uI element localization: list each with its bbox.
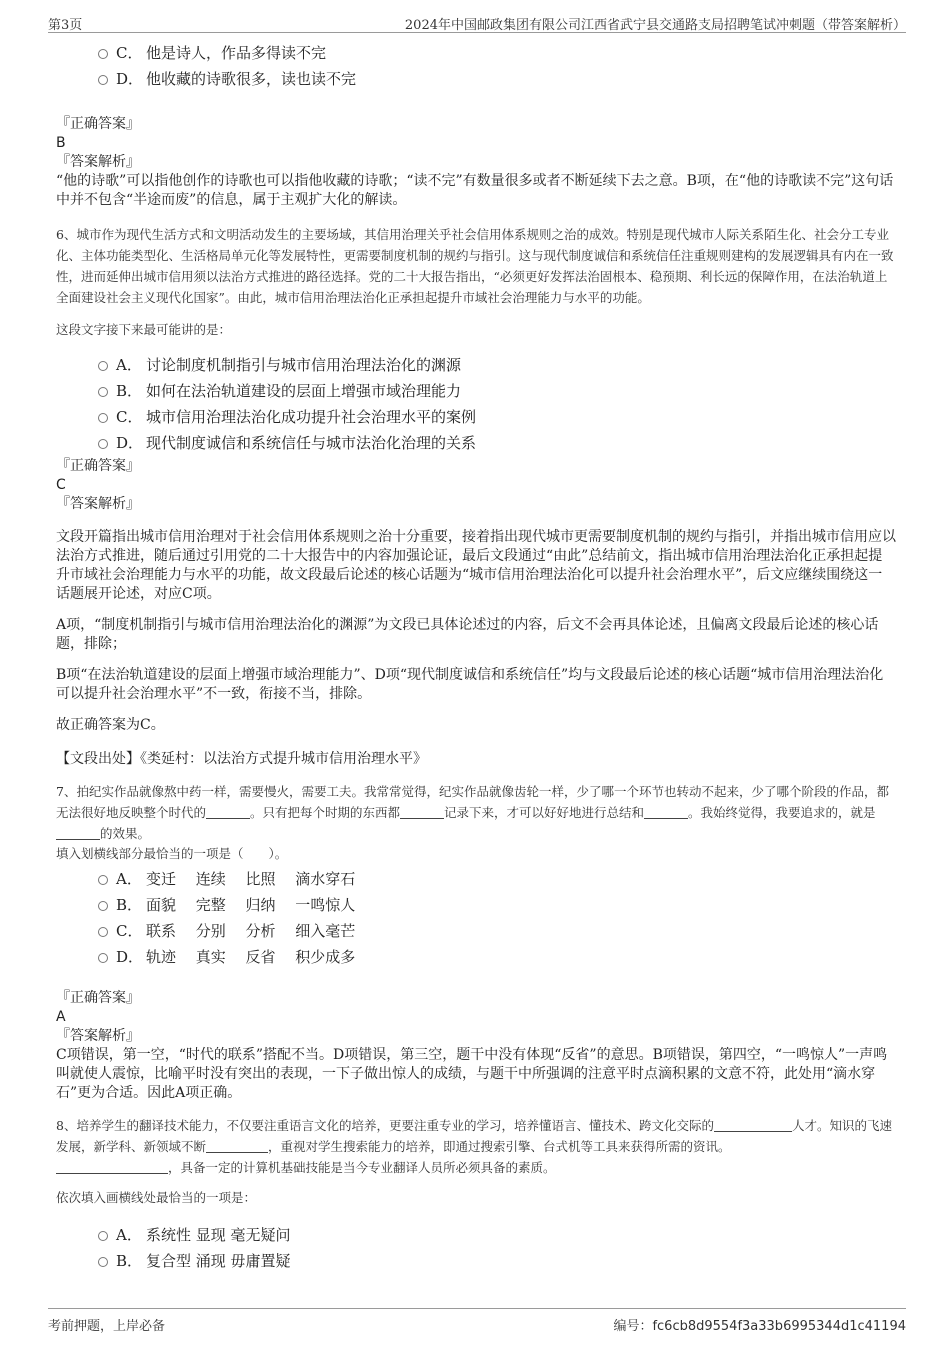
- explanation-paragraph: B项“在法治轨道建设的层面上增强市域治理能力”、D项“现代制度诚信和系统信任”均与文段最后论述的核心话题“城市信用治理法治化可以提升社会治理水平”不一致，衔接不当，排除。: [56, 667, 884, 702]
- explain-label: 『答案解析』: [56, 496, 140, 512]
- blank-line: [400, 804, 444, 819]
- document-body: [56, 40, 896, 1274]
- source-citation: 【文段出处】《类延村：以法治方式提升城市信用治理水平》: [56, 751, 427, 767]
- radio-icon[interactable]: [98, 901, 108, 911]
- option-b[interactable]: B． 复合型 涌现 毋庸置疑: [56, 1248, 896, 1274]
- q6-options: [56, 352, 896, 456]
- blank-line: [206, 804, 250, 819]
- blank-line: [714, 1117, 792, 1132]
- explanation-paragraph: 故正确答案为C。: [56, 717, 165, 733]
- document-code: 编号：fc6cb8d9554f3a33b6995344d1c41194: [613, 1319, 906, 1334]
- radio-icon[interactable]: [98, 49, 108, 59]
- radio-icon[interactable]: [98, 439, 108, 449]
- option-a[interactable]: A． 系统性 显现 毫无疑问: [56, 1222, 896, 1248]
- option-d[interactable]: D． 他收藏的诗歌很多，读也读不完: [56, 66, 896, 92]
- blank-line: [206, 1138, 268, 1153]
- explanation-paragraph: 文段开篇指出城市信用治理对于社会信用体系规则之治十分重要，接着指出现代城市更需要制度机制的规约与指引，并指出城市信用应以法治方式推进，随后通过引用党的二十大报告中的内容加强论证，最后文段通过“由此”总结前文，指出城市信用治理法治化正承担起提升市域社会治理能力与水平的功能，故文段最后论述的核心话题为“城市信用治理法治化可以提升社会治理水平”，后文应继续围绕这一话题展开论述，对应C项。: [56, 529, 896, 602]
- option-a[interactable]: A． 讨论制度机制指引与城市信用治理法治化的渊源: [56, 352, 896, 378]
- radio-icon[interactable]: [98, 875, 108, 885]
- answer-value: A: [56, 1009, 66, 1025]
- footer-slogan: 考前押题，上岸必备: [48, 1319, 166, 1334]
- blank-line: [56, 1159, 168, 1174]
- question-7-prompt: 填入划横线部分最恰当的一项是（ ）。: [56, 846, 288, 861]
- radio-icon[interactable]: [98, 1231, 108, 1241]
- explanation-text: “他的诗歌”可以指他创作的诗歌也可以指他收藏的诗歌；“读不完”有数量很多或者不断延续下去之意。B项，在“他的诗歌读不完”这句话中并不包含“半途而废”的信息，属于主观扩大化的解读。: [56, 173, 894, 208]
- q5-options: [56, 40, 896, 92]
- question-6-prompt: 这段文字接下来最可能讲的是：: [56, 322, 232, 337]
- document-title: 2024年中国邮政集团有限公司江西省武宁县交通路支局招聘笔试冲刺题（带答案解析）: [404, 18, 906, 33]
- blank-line: [644, 804, 688, 819]
- page-number: 第3页: [48, 18, 83, 33]
- answer-label: 『正确答案』: [56, 458, 140, 474]
- option-b[interactable]: B． 面貌 完整 归纳 一鸣惊人: [56, 892, 896, 918]
- radio-icon[interactable]: [98, 413, 108, 423]
- option-d[interactable]: D． 现代制度诚信和系统信任与城市法治化治理的关系: [56, 430, 896, 456]
- q7-options: [56, 866, 896, 970]
- question-8-stem: 8、培养学生的翻译技术能力，不仅要注重语言文化的培养，更要注重专业的学习，培养懂语言、懂技术、跨文化交际的 人才。知识的飞速发展，新学科、新领域不断 ，重视对学生搜索能力的培养，即通过搜索引擎、台式机等工具来获得所需的资讯。 ，具备一定的计算机基础技能是当今专业翻译人员所必须具备的素质。: [56, 1118, 892, 1175]
- answer-value: C: [56, 477, 66, 493]
- radio-icon[interactable]: [98, 953, 108, 963]
- answer-label: 『正确答案』: [56, 116, 140, 132]
- answer-value: B: [56, 135, 66, 151]
- option-c[interactable]: C． 联系 分别 分析 细入毫芒: [56, 918, 896, 944]
- explanation-text: C项错误，第一空，“时代的联系”搭配不当。D项错误，第三空，题干中没有体现“反省”的意思。B项错误，第四空，“一鸣惊人”一声鸣叫就使人震惊，比喻平时没有突出的表现，一下子做出惊人的成绩，与题干中所强调的注意平时点滴积累的文意不符，此处用“滴水穿石”更为合适。因此A项正确。: [56, 1047, 888, 1101]
- radio-icon[interactable]: [98, 927, 108, 937]
- option-a[interactable]: A． 变迁 连续 比照 滴水穿石: [56, 866, 896, 892]
- explain-label: 『答案解析』: [56, 154, 140, 170]
- page-footer: [48, 1308, 906, 1337]
- question-8-prompt: 依次填入画横线处最恰当的一项是：: [56, 1190, 257, 1205]
- blank-line: [56, 825, 100, 840]
- option-b[interactable]: B． 如何在法治轨道建设的层面上增强市域治理能力: [56, 378, 896, 404]
- option-c[interactable]: C． 他是诗人，作品多得读不完: [56, 40, 896, 66]
- option-c[interactable]: C． 城市信用治理法治化成功提升社会治理水平的案例: [56, 404, 896, 430]
- radio-icon[interactable]: [98, 387, 108, 397]
- radio-icon[interactable]: [98, 1257, 108, 1267]
- page-header: [48, 10, 906, 33]
- option-d[interactable]: D． 轨迹 真实 反省 积少成多: [56, 944, 896, 970]
- question-7-stem: 7、拍纪实作品就像熬中药一样，需要慢火，需要工夫。我常常觉得，纪实作品就像齿轮一样，少了哪一个环节也转动不起来，少了哪个阶段的作品，都无法很好地反映整个时代的 。只有把每个时期的东西都 记录下来，才可以好好地进行总结和 。我始终觉得，我要追求的，就是的效果。: [56, 784, 889, 841]
- radio-icon[interactable]: [98, 75, 108, 85]
- explanation-paragraph: A项，“制度机制指引与城市信用治理法治化的渊源”为文段已具体论述过的内容，后文不会再具体论述，且偏离文段最后论述的核心话题，排除；: [56, 617, 879, 652]
- q8-options: [56, 1222, 896, 1274]
- question-6-stem: 6、城市作为现代生活方式和文明活动发生的主要场域，其信用治理关乎社会信用体系规则之治的成效。特别是现代城市人际关系陌生化、社会分工专业化、主体功能类型化、生活格局单元化等发展特性，更需要制度机制的规约与指引。这与现代制度诚信和系统信任注重规则建构的发展逻辑具有内在一致性，进而延伸出城市信用须以法治方式推进的路径选择。党的二十大报告指出，“必须更好发挥法治固根本、稳预期、利长远的保障作用，在法治轨道上全面建设社会主义现代化国家”。由此，城市信用治理法治化正承担起提升市域社会治理能力与水平的功能。: [56, 227, 894, 305]
- explain-label: 『答案解析』: [56, 1028, 140, 1044]
- answer-label: 『正确答案』: [56, 990, 140, 1006]
- radio-icon[interactable]: [98, 361, 108, 371]
